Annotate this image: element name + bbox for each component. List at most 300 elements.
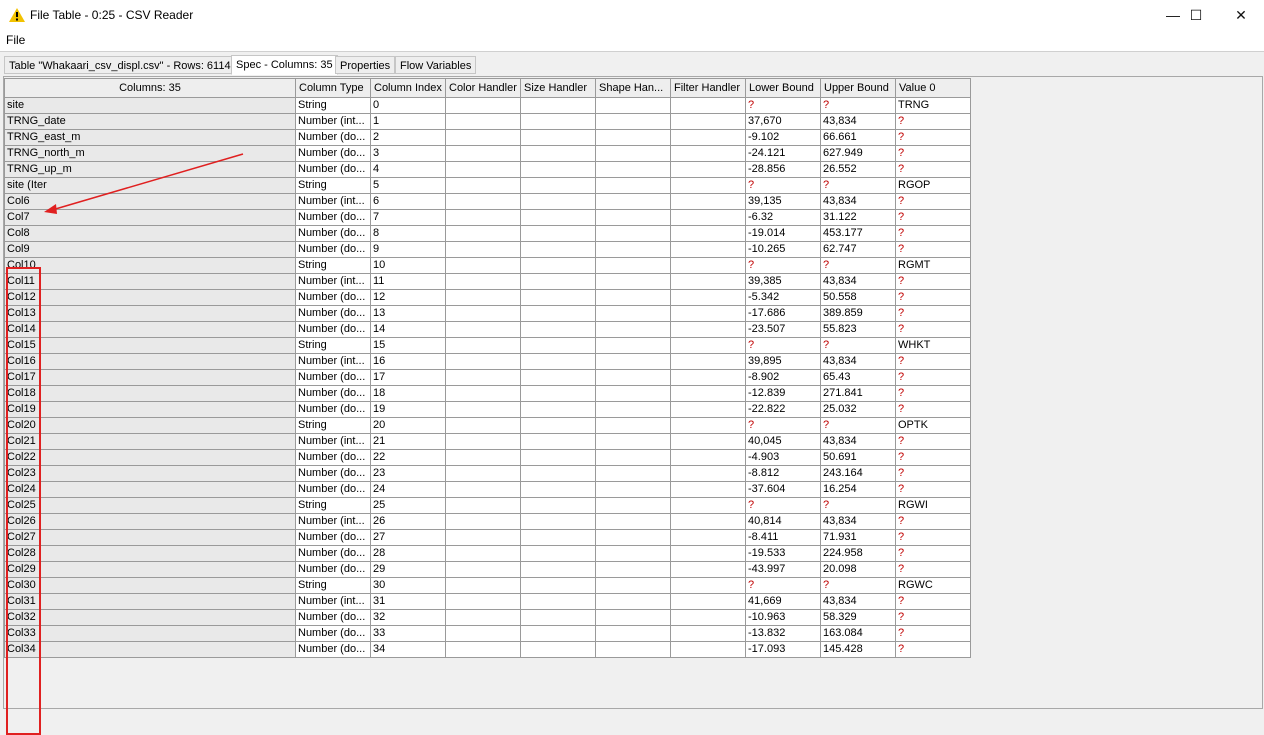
size-handler-cell bbox=[521, 306, 596, 322]
column-type-cell: Number (int... bbox=[296, 434, 371, 450]
filter-handler-cell bbox=[671, 354, 746, 370]
color-handler-cell bbox=[446, 530, 521, 546]
value-0-cell: RGWI bbox=[896, 498, 971, 514]
size-handler-cell bbox=[521, 434, 596, 450]
filter-handler-cell bbox=[671, 370, 746, 386]
column-header-column-type[interactable]: Column Type bbox=[296, 79, 371, 98]
table-row[interactable] bbox=[5, 290, 971, 306]
column-type-cell: Number (do... bbox=[296, 562, 371, 578]
lower-bound-cell: -4.903 bbox=[746, 450, 821, 466]
column-type-cell: Number (int... bbox=[296, 194, 371, 210]
upper-bound-cell: 627.949 bbox=[821, 146, 896, 162]
color-handler-cell bbox=[446, 610, 521, 626]
column-type-cell: Number (do... bbox=[296, 402, 371, 418]
spec-table-viewport[interactable] bbox=[3, 76, 1263, 709]
lower-bound-cell: -17.093 bbox=[746, 642, 821, 658]
filter-handler-cell bbox=[671, 386, 746, 402]
size-handler-cell bbox=[521, 98, 596, 114]
lower-bound-cell: 39,385 bbox=[746, 274, 821, 290]
size-handler-cell bbox=[521, 418, 596, 434]
filter-handler-cell bbox=[671, 306, 746, 322]
color-handler-cell bbox=[446, 466, 521, 482]
tab-table[interactable]: Table "Whakaari_csv_displ.csv" - Rows: 6114 bbox=[4, 56, 236, 74]
column-name-cell: Col30 bbox=[5, 578, 296, 594]
menu-file[interactable]: File bbox=[6, 33, 26, 47]
filter-handler-cell bbox=[671, 194, 746, 210]
lower-bound-cell: -8.902 bbox=[746, 370, 821, 386]
upper-bound-cell: 26.552 bbox=[821, 162, 896, 178]
column-index-cell: 1 bbox=[371, 114, 446, 130]
column-name-cell: Col8 bbox=[5, 226, 296, 242]
tab-properties[interactable]: Properties bbox=[335, 56, 395, 74]
column-index-cell: 7 bbox=[371, 210, 446, 226]
column-name-cell: TRNG_date bbox=[5, 114, 296, 130]
lower-bound-cell: -43.997 bbox=[746, 562, 821, 578]
column-index-cell: 11 bbox=[371, 274, 446, 290]
column-header-color-handler[interactable]: Color Handler bbox=[446, 79, 521, 98]
shape-handler-cell bbox=[596, 386, 671, 402]
filter-handler-cell bbox=[671, 450, 746, 466]
column-header-columns[interactable]: Columns: 35 bbox=[5, 79, 296, 98]
column-type-cell: String bbox=[296, 578, 371, 594]
shape-handler-cell bbox=[596, 210, 671, 226]
column-name-cell: Col10 bbox=[5, 258, 296, 274]
lower-bound-cell: ? bbox=[746, 98, 821, 114]
color-handler-cell bbox=[446, 98, 521, 114]
shape-handler-cell bbox=[596, 610, 671, 626]
column-name-cell: site (Iter bbox=[5, 178, 296, 194]
upper-bound-cell: 163.084 bbox=[821, 626, 896, 642]
column-type-cell: Number (int... bbox=[296, 594, 371, 610]
color-handler-cell bbox=[446, 578, 521, 594]
filter-handler-cell bbox=[671, 418, 746, 434]
column-type-cell: Number (do... bbox=[296, 162, 371, 178]
size-handler-cell bbox=[521, 130, 596, 146]
value-0-cell: ? bbox=[896, 130, 971, 146]
table-row[interactable] bbox=[5, 482, 971, 498]
column-type-cell: Number (int... bbox=[296, 514, 371, 530]
column-header-size-handler[interactable]: Size Handler bbox=[521, 79, 596, 98]
column-name-cell: Col27 bbox=[5, 530, 296, 546]
lower-bound-cell: 41,669 bbox=[746, 594, 821, 610]
size-handler-cell bbox=[521, 386, 596, 402]
color-handler-cell bbox=[446, 194, 521, 210]
shape-handler-cell bbox=[596, 546, 671, 562]
column-index-cell: 2 bbox=[371, 130, 446, 146]
lower-bound-cell: ? bbox=[746, 418, 821, 434]
column-name-cell: Col26 bbox=[5, 514, 296, 530]
column-type-cell: Number (do... bbox=[296, 226, 371, 242]
shape-handler-cell bbox=[596, 578, 671, 594]
table-row[interactable] bbox=[5, 514, 971, 530]
value-0-cell: ? bbox=[896, 626, 971, 642]
shape-handler-cell bbox=[596, 402, 671, 418]
size-handler-cell bbox=[521, 114, 596, 130]
lower-bound-cell: -10.265 bbox=[746, 242, 821, 258]
column-name-cell: Col29 bbox=[5, 562, 296, 578]
lower-bound-cell: -9.102 bbox=[746, 130, 821, 146]
value-0-cell: ? bbox=[896, 466, 971, 482]
lower-bound-cell: ? bbox=[746, 338, 821, 354]
annotation-highlight-box bbox=[6, 267, 41, 735]
value-0-cell: ? bbox=[896, 562, 971, 578]
value-0-cell: OPTK bbox=[896, 418, 971, 434]
shape-handler-cell bbox=[596, 322, 671, 338]
table-row[interactable] bbox=[5, 626, 971, 642]
shape-handler-cell bbox=[596, 562, 671, 578]
filter-handler-cell bbox=[671, 210, 746, 226]
size-handler-cell bbox=[521, 546, 596, 562]
value-0-cell: ? bbox=[896, 546, 971, 562]
shape-handler-cell bbox=[596, 594, 671, 610]
table-row[interactable] bbox=[5, 594, 971, 610]
value-0-cell: ? bbox=[896, 370, 971, 386]
upper-bound-cell: 58.329 bbox=[821, 610, 896, 626]
column-name-cell: Col21 bbox=[5, 434, 296, 450]
shape-handler-cell bbox=[596, 338, 671, 354]
upper-bound-cell: ? bbox=[821, 98, 896, 114]
column-name-cell: Col9 bbox=[5, 242, 296, 258]
column-index-cell: 13 bbox=[371, 306, 446, 322]
upper-bound-cell: 43,834 bbox=[821, 434, 896, 450]
column-index-cell: 12 bbox=[371, 290, 446, 306]
upper-bound-cell: 43,834 bbox=[821, 114, 896, 130]
tab-strip bbox=[0, 51, 1264, 75]
filter-handler-cell bbox=[671, 178, 746, 194]
table-row[interactable] bbox=[5, 386, 971, 402]
column-type-cell: Number (do... bbox=[296, 210, 371, 226]
size-handler-cell bbox=[521, 514, 596, 530]
table-row[interactable] bbox=[5, 546, 971, 562]
upper-bound-cell: 145.428 bbox=[821, 642, 896, 658]
size-handler-cell bbox=[521, 210, 596, 226]
value-0-cell: ? bbox=[896, 594, 971, 610]
table-row[interactable] bbox=[5, 322, 971, 338]
column-name-cell: Col14 bbox=[5, 322, 296, 338]
value-0-cell: ? bbox=[896, 482, 971, 498]
table-row[interactable] bbox=[5, 402, 971, 418]
lower-bound-cell: -12.839 bbox=[746, 386, 821, 402]
shape-handler-cell bbox=[596, 98, 671, 114]
filter-handler-cell bbox=[671, 322, 746, 338]
column-index-cell: 10 bbox=[371, 258, 446, 274]
size-handler-cell bbox=[521, 482, 596, 498]
shape-handler-cell bbox=[596, 354, 671, 370]
size-handler-cell bbox=[521, 322, 596, 338]
column-index-cell: 18 bbox=[371, 386, 446, 402]
upper-bound-cell: 50.691 bbox=[821, 450, 896, 466]
column-header-column-index[interactable]: Column Index bbox=[371, 79, 446, 98]
shape-handler-cell bbox=[596, 642, 671, 658]
column-name-cell: Col11 bbox=[5, 274, 296, 290]
color-handler-cell bbox=[446, 370, 521, 386]
lower-bound-cell: 39,135 bbox=[746, 194, 821, 210]
table-row[interactable] bbox=[5, 578, 971, 594]
column-index-cell: 19 bbox=[371, 402, 446, 418]
column-header-lower-bound[interactable]: Lower Bound bbox=[746, 79, 821, 98]
filter-handler-cell bbox=[671, 434, 746, 450]
column-type-cell: Number (do... bbox=[296, 642, 371, 658]
upper-bound-cell: 66.661 bbox=[821, 130, 896, 146]
filter-handler-cell bbox=[671, 530, 746, 546]
value-0-cell: RGOP bbox=[896, 178, 971, 194]
table-row[interactable] bbox=[5, 450, 971, 466]
value-0-cell: TRNG bbox=[896, 98, 971, 114]
column-type-cell: Number (do... bbox=[296, 386, 371, 402]
table-row[interactable] bbox=[5, 306, 971, 322]
filter-handler-cell bbox=[671, 594, 746, 610]
value-0-cell: ? bbox=[896, 242, 971, 258]
upper-bound-cell: ? bbox=[821, 258, 896, 274]
filter-handler-cell bbox=[671, 130, 746, 146]
value-0-cell: ? bbox=[896, 386, 971, 402]
shape-handler-cell bbox=[596, 162, 671, 178]
shape-handler-cell bbox=[596, 418, 671, 434]
upper-bound-cell: ? bbox=[821, 338, 896, 354]
table-row[interactable] bbox=[5, 434, 971, 450]
color-handler-cell bbox=[446, 130, 521, 146]
column-name-cell: TRNG_up_m bbox=[5, 162, 296, 178]
color-handler-cell bbox=[446, 226, 521, 242]
shape-handler-cell bbox=[596, 482, 671, 498]
value-0-cell: ? bbox=[896, 514, 971, 530]
column-index-cell: 28 bbox=[371, 546, 446, 562]
color-handler-cell bbox=[446, 114, 521, 130]
column-name-cell: Col15 bbox=[5, 338, 296, 354]
shape-handler-cell bbox=[596, 306, 671, 322]
upper-bound-cell: 20.098 bbox=[821, 562, 896, 578]
color-handler-cell bbox=[446, 514, 521, 530]
column-index-cell: 22 bbox=[371, 450, 446, 466]
table-row[interactable] bbox=[5, 242, 971, 258]
color-handler-cell bbox=[446, 498, 521, 514]
table-row[interactable] bbox=[5, 610, 971, 626]
value-0-cell: ? bbox=[896, 210, 971, 226]
column-header-upper-bound[interactable]: Upper Bound bbox=[821, 79, 896, 98]
table-row[interactable] bbox=[5, 258, 971, 274]
color-handler-cell bbox=[446, 274, 521, 290]
column-name-cell: Col33 bbox=[5, 626, 296, 642]
column-name-cell: Col19 bbox=[5, 402, 296, 418]
lower-bound-cell: ? bbox=[746, 258, 821, 274]
table-row[interactable] bbox=[5, 354, 971, 370]
column-type-cell: String bbox=[296, 338, 371, 354]
filter-handler-cell bbox=[671, 498, 746, 514]
column-name-cell: Col34 bbox=[5, 642, 296, 658]
column-type-cell: String bbox=[296, 418, 371, 434]
size-handler-cell bbox=[521, 178, 596, 194]
table-row[interactable] bbox=[5, 642, 971, 658]
table-row[interactable] bbox=[5, 530, 971, 546]
maximize-button[interactable]: ☐ bbox=[1189, 7, 1203, 23]
value-0-cell: ? bbox=[896, 114, 971, 130]
column-name-cell: Col25 bbox=[5, 498, 296, 514]
size-handler-cell bbox=[521, 242, 596, 258]
warning-triangle-icon bbox=[9, 8, 25, 22]
table-row[interactable] bbox=[5, 338, 971, 354]
lower-bound-cell: 40,814 bbox=[746, 514, 821, 530]
filter-handler-cell bbox=[671, 146, 746, 162]
title-bar bbox=[0, 0, 1264, 31]
table-row[interactable] bbox=[5, 370, 971, 386]
window-title: File Table - 0:25 - CSV Reader bbox=[30, 8, 194, 22]
shape-handler-cell bbox=[596, 258, 671, 274]
lower-bound-cell: -6.32 bbox=[746, 210, 821, 226]
color-handler-cell bbox=[446, 402, 521, 418]
lower-bound-cell: -19.533 bbox=[746, 546, 821, 562]
filter-handler-cell bbox=[671, 162, 746, 178]
column-type-cell: Number (do... bbox=[296, 322, 371, 338]
tab-spec[interactable]: Spec - Columns: 35 bbox=[231, 55, 338, 75]
upper-bound-cell: 16.254 bbox=[821, 482, 896, 498]
column-index-cell: 32 bbox=[371, 610, 446, 626]
color-handler-cell bbox=[446, 642, 521, 658]
column-index-cell: 27 bbox=[371, 530, 446, 546]
value-0-cell: ? bbox=[896, 162, 971, 178]
lower-bound-cell: -10.963 bbox=[746, 610, 821, 626]
color-handler-cell bbox=[446, 482, 521, 498]
column-name-cell: Col28 bbox=[5, 546, 296, 562]
value-0-cell: ? bbox=[896, 226, 971, 242]
filter-handler-cell bbox=[671, 226, 746, 242]
column-name-cell: TRNG_east_m bbox=[5, 130, 296, 146]
upper-bound-cell: ? bbox=[821, 578, 896, 594]
table-row[interactable] bbox=[5, 418, 971, 434]
lower-bound-cell: -24.121 bbox=[746, 146, 821, 162]
column-index-cell: 23 bbox=[371, 466, 446, 482]
column-name-cell: Col20 bbox=[5, 418, 296, 434]
filter-handler-cell bbox=[671, 338, 746, 354]
shape-handler-cell bbox=[596, 194, 671, 210]
column-index-cell: 31 bbox=[371, 594, 446, 610]
shape-handler-cell bbox=[596, 226, 671, 242]
column-type-cell: Number (do... bbox=[296, 546, 371, 562]
filter-handler-cell bbox=[671, 98, 746, 114]
color-handler-cell bbox=[446, 242, 521, 258]
value-0-cell: ? bbox=[896, 306, 971, 322]
size-handler-cell bbox=[521, 642, 596, 658]
lower-bound-cell: -28.856 bbox=[746, 162, 821, 178]
column-type-cell: Number (do... bbox=[296, 626, 371, 642]
size-handler-cell bbox=[521, 578, 596, 594]
value-0-cell: ? bbox=[896, 290, 971, 306]
column-index-cell: 6 bbox=[371, 194, 446, 210]
column-header-filter-handler[interactable]: Filter Handler bbox=[671, 79, 746, 98]
filter-handler-cell bbox=[671, 466, 746, 482]
size-handler-cell bbox=[521, 162, 596, 178]
close-button[interactable]: ✕ bbox=[1235, 7, 1247, 23]
column-type-cell: Number (do... bbox=[296, 242, 371, 258]
table-row[interactable] bbox=[5, 466, 971, 482]
column-type-cell: Number (int... bbox=[296, 114, 371, 130]
column-name-cell: Col17 bbox=[5, 370, 296, 386]
table-row[interactable] bbox=[5, 226, 971, 242]
minimize-button[interactable]: — bbox=[1166, 7, 1180, 23]
value-0-cell: ? bbox=[896, 194, 971, 210]
upper-bound-cell: 271.841 bbox=[821, 386, 896, 402]
upper-bound-cell: 453.177 bbox=[821, 226, 896, 242]
value-0-cell: RGMT bbox=[896, 258, 971, 274]
column-index-cell: 8 bbox=[371, 226, 446, 242]
color-handler-cell bbox=[446, 354, 521, 370]
column-index-cell: 16 bbox=[371, 354, 446, 370]
column-index-cell: 21 bbox=[371, 434, 446, 450]
shape-handler-cell bbox=[596, 530, 671, 546]
upper-bound-cell: 43,834 bbox=[821, 514, 896, 530]
upper-bound-cell: 62.747 bbox=[821, 242, 896, 258]
table-row[interactable] bbox=[5, 498, 971, 514]
lower-bound-cell: ? bbox=[746, 498, 821, 514]
column-index-cell: 33 bbox=[371, 626, 446, 642]
color-handler-cell bbox=[446, 178, 521, 194]
lower-bound-cell: -22.822 bbox=[746, 402, 821, 418]
table-row[interactable] bbox=[5, 562, 971, 578]
column-type-cell: Number (int... bbox=[296, 354, 371, 370]
shape-handler-cell bbox=[596, 130, 671, 146]
upper-bound-cell: 65.43 bbox=[821, 370, 896, 386]
annotation-arrow-icon bbox=[4, 77, 264, 227]
color-handler-cell bbox=[446, 322, 521, 338]
value-0-cell: RGWC bbox=[896, 578, 971, 594]
filter-handler-cell bbox=[671, 114, 746, 130]
lower-bound-cell: -8.812 bbox=[746, 466, 821, 482]
shape-handler-cell bbox=[596, 114, 671, 130]
column-index-cell: 30 bbox=[371, 578, 446, 594]
column-type-cell: Number (do... bbox=[296, 130, 371, 146]
column-name-cell: Col6 bbox=[5, 194, 296, 210]
shape-handler-cell bbox=[596, 498, 671, 514]
table-row[interactable] bbox=[5, 274, 971, 290]
menu-bar bbox=[0, 31, 1264, 51]
size-handler-cell bbox=[521, 610, 596, 626]
shape-handler-cell bbox=[596, 450, 671, 466]
tab-flow-variables[interactable]: Flow Variables bbox=[395, 56, 476, 74]
lower-bound-cell: -8.411 bbox=[746, 530, 821, 546]
column-type-cell: String bbox=[296, 498, 371, 514]
column-name-cell: Col13 bbox=[5, 306, 296, 322]
filter-handler-cell bbox=[671, 562, 746, 578]
shape-handler-cell bbox=[596, 370, 671, 386]
column-type-cell: Number (do... bbox=[296, 450, 371, 466]
color-handler-cell bbox=[446, 338, 521, 354]
column-name-cell: Col23 bbox=[5, 466, 296, 482]
filter-handler-cell bbox=[671, 626, 746, 642]
column-index-cell: 4 bbox=[371, 162, 446, 178]
filter-handler-cell bbox=[671, 642, 746, 658]
color-handler-cell bbox=[446, 306, 521, 322]
column-index-cell: 17 bbox=[371, 370, 446, 386]
column-index-cell: 34 bbox=[371, 642, 446, 658]
column-name-cell: Col32 bbox=[5, 610, 296, 626]
shape-handler-cell bbox=[596, 146, 671, 162]
size-handler-cell bbox=[521, 466, 596, 482]
value-0-cell: ? bbox=[896, 530, 971, 546]
color-handler-cell bbox=[446, 258, 521, 274]
column-type-cell: Number (do... bbox=[296, 482, 371, 498]
column-type-cell: Number (do... bbox=[296, 610, 371, 626]
filter-handler-cell bbox=[671, 274, 746, 290]
column-index-cell: 25 bbox=[371, 498, 446, 514]
size-handler-cell bbox=[521, 562, 596, 578]
upper-bound-cell: 71.931 bbox=[821, 530, 896, 546]
size-handler-cell bbox=[521, 274, 596, 290]
shape-handler-cell bbox=[596, 290, 671, 306]
column-name-cell: TRNG_north_m bbox=[5, 146, 296, 162]
column-header-shape-handler[interactable]: Shape Han... bbox=[596, 79, 671, 98]
column-type-cell: Number (do... bbox=[296, 146, 371, 162]
lower-bound-cell: ? bbox=[746, 178, 821, 194]
column-header-value-0[interactable]: Value 0 bbox=[896, 79, 971, 98]
